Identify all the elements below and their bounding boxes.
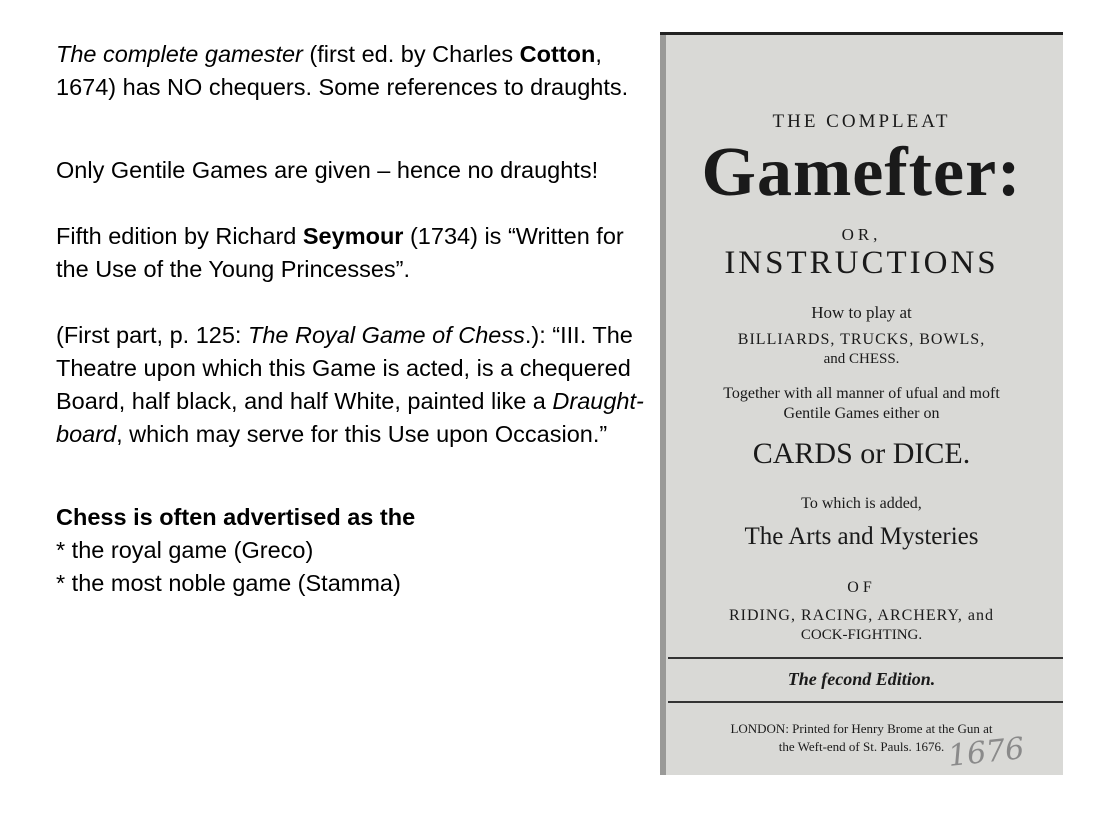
title-page-edition: The fecond Edition. [787,669,936,689]
rule-divider [668,701,1063,703]
paragraph-gamester-first-edition [56,38,646,104]
title-page-line: How to play at [811,303,912,322]
title-page-main-title: Gamefter: [701,134,1022,211]
title-page-line: OR, [841,225,882,244]
paragraph-text: , 1674) has NO chequers. Some references to draughts. [56,41,629,100]
title-page-line: THE COMPLEAT [772,111,951,132]
rule-divider [668,657,1063,659]
title-page-line: Gentile Games either on [783,405,940,422]
paragraph-royal-game-quote [56,319,646,451]
paragraph-text: (first ed. by Charles [302,41,520,67]
title-page-line: The Arts and Mysteries [744,523,979,550]
title-page-line: OF [847,579,876,596]
text-column [56,38,646,600]
title-page-line: COCK-FIGHTING. [800,627,923,643]
author-name: Cotton [519,41,596,67]
bullet-item: * the royal game (Greco) [56,537,314,563]
title-page-line: CARDS or DICE. [752,437,971,470]
title-page-line: To which is added, [801,495,922,512]
title-page-line: BILLIARDS, TRUCKS, BOWLS, [737,331,986,348]
book-title: The complete gamester [56,41,303,67]
title-page-line: RIDING, RACING, ARCHERY, and [728,607,995,624]
paragraph-text: .): “III. The Theatre upon which this Game is acted, is a chequered Board, half black, and half White, painted like a [56,322,633,414]
paragraph-gentile-games: Only Gentile Games are given – hence no draughts! [56,157,599,183]
editor-name: Seymour [302,223,404,249]
title-page-imprint: the Weft-end of St. Pauls. 1676. [778,739,945,754]
paragraph-text: (First part, p. 125: [56,322,248,348]
title-page-line: and CHESS. [823,351,900,367]
title-page-line: INSTRUCTIONS [724,245,999,281]
paragraph-text: (1734) is “Written for the Use of the Young Princesses”. [56,223,624,282]
bullet-item: * the most noble game (Stamma) [56,570,401,596]
book-title-page-image [660,32,1063,775]
title-page-imprint: LONDON: Printed for Henry Brome at the Gun at [730,721,993,736]
paragraph-text: Fifth edition by Richard [56,223,303,249]
handwritten-date: 1676 [946,731,1026,774]
title-page-line: Together with all manner of ufual and moft [723,385,1000,402]
board-term: Draught-board [56,388,644,447]
chess-advertised-heading [56,501,646,534]
paragraph-fifth-edition [56,220,646,286]
heading-text: Chess is often advertised as the [56,504,416,530]
chapter-title: The Royal Game of Chess [247,322,525,348]
paragraph-text: , which may serve for this Use upon Occasion.” [116,421,608,447]
